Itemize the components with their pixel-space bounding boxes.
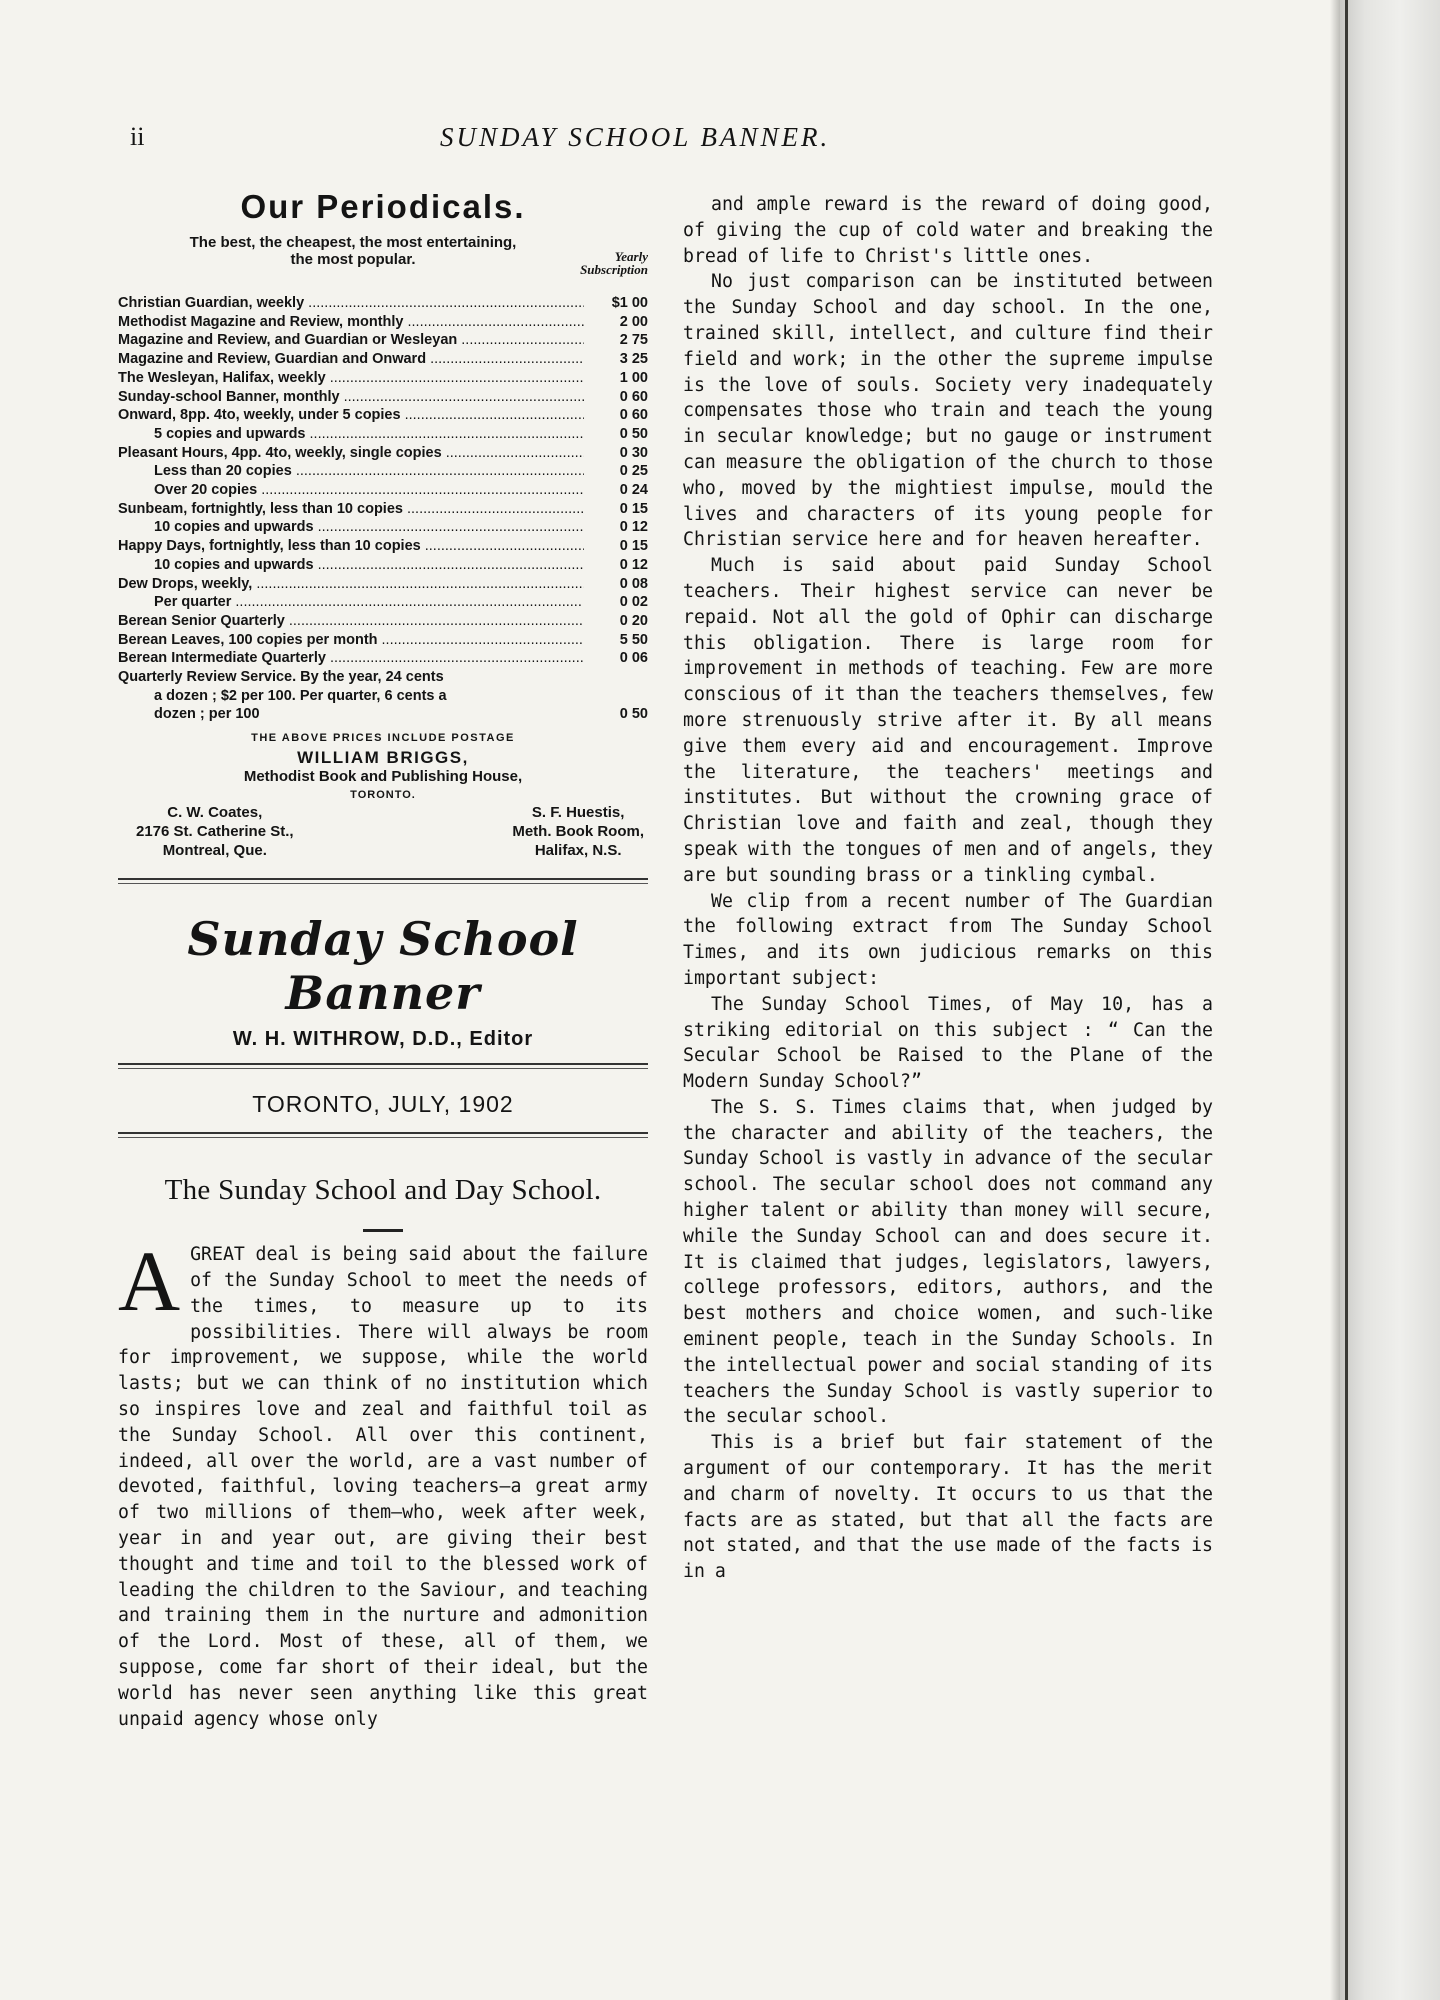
periodical-price: 0 06 xyxy=(619,650,648,667)
periodical-price: 2 00 xyxy=(619,313,648,330)
article-paragraph: Much is said about paid Sunday School teachers. Their highest service can never be repaid. Not all the gold of Ophir can discharge this obligation. There is large room for improvement in methods of teaching. Few are more conscious of it than the teachers themselves, few more strenuously strive after it. By all means give them every aid and encouragement. Improve the literature, the teachers' meetings and institutes. But without the crowning grace of Christian love and faith and zeal, though they speak with the tongues of men and of angels, they are but sounding brass or a tinkling cymbal. xyxy=(683,555,1213,886)
price-row xyxy=(118,369,648,388)
periodical-name: 10 copies and upwards ..... xyxy=(118,556,584,575)
binding-edge xyxy=(1340,0,1440,2000)
periodical-name: Dew Drops, weekly, ..... xyxy=(118,575,584,594)
periodical-name: 5 copies and upwards ..... xyxy=(118,425,584,444)
article-paragraph: We clip from a recent number of The Guardian the following extract from The Sunday School Times, and its own judicious remarks on this important subject: xyxy=(683,890,1213,989)
price-row xyxy=(118,294,648,313)
periodical-price: 0 15 xyxy=(619,538,648,555)
left-column xyxy=(118,188,648,1732)
dateline: TORONTO, JULY, 1902 xyxy=(252,1091,514,1118)
spine-shadow xyxy=(1330,0,1340,2000)
periodical-price: 0 60 xyxy=(619,388,648,405)
periodicals-title: Our Periodicals. xyxy=(240,188,526,225)
branch-halifax-city: Halifax, N.S. xyxy=(534,842,622,860)
periodical-name: Per quarter ..... xyxy=(118,593,584,612)
branch-offices xyxy=(118,803,648,860)
quarterly-review-line2: a dozen ; $2 per 100. Per quarter, 6 cents a xyxy=(154,687,447,704)
periodical-price: 0 15 xyxy=(619,500,648,517)
periodical-name: Pleasant Hours, 4pp. 4to, weekly, single copies ..... xyxy=(118,444,584,463)
branch-halifax xyxy=(512,803,644,860)
quarterly-review-line3: dozen ; per 100 xyxy=(154,706,260,723)
branch-montreal-agent: C. W. Coates, xyxy=(167,804,263,822)
branch-montreal-street: 2176 St. Catherine St., xyxy=(136,823,294,841)
price-row xyxy=(118,649,648,668)
drop-cap: A xyxy=(118,1233,181,1330)
article-title: The Sunday School and Day School. xyxy=(164,1174,602,1207)
price-row xyxy=(118,593,648,612)
publisher-city: TORONTO. xyxy=(350,789,416,802)
periodical-price: 0 60 xyxy=(619,407,648,424)
periodical-name: Sunbeam, fortnightly, less than 10 copies ..... xyxy=(118,500,584,519)
periodical-name: Berean Senior Quarterly ..... xyxy=(118,612,584,631)
periodical-name: 10 copies and upwards ..... xyxy=(118,518,584,537)
page-number: ii xyxy=(130,122,145,151)
periodical-price: 0 25 xyxy=(619,463,648,480)
quarterly-review-entry xyxy=(118,668,648,724)
price-row xyxy=(118,537,648,556)
periodical-name: Berean Intermediate Quarterly ..... xyxy=(118,649,584,668)
running-head: SUNDAY SCHOOL BANNER. xyxy=(440,122,831,152)
branch-montreal xyxy=(136,803,294,860)
branch-halifax-room: Meth. Book Room, xyxy=(512,823,644,841)
periodical-price: 0 30 xyxy=(619,444,648,461)
price-row xyxy=(118,406,648,425)
price-row xyxy=(118,425,648,444)
article-body-left xyxy=(118,1233,648,1732)
price-row xyxy=(118,575,648,594)
masthead-title: Sunday School Banner xyxy=(187,912,579,1021)
periodical-name: Happy Days, fortnightly, less than 10 copies ..... xyxy=(118,537,584,556)
price-row xyxy=(118,612,648,631)
periodical-name: Sunday-school Banner, monthly ..... xyxy=(118,388,584,407)
periodicals-subtitle-line2: the most popular. xyxy=(290,251,416,268)
dateline-divider xyxy=(118,1132,648,1138)
article-paragraph: This is a brief but fair statement of the argument of our contemporary. It has the merit and charm of novelty. It occurs to us that the facts are as stated, but that all the facts are not stated, and that the use made of the facts is in a xyxy=(683,1432,1213,1583)
periodical-name: Less than 20 copies ..... xyxy=(118,462,584,481)
price-list xyxy=(118,294,648,668)
price-row xyxy=(118,500,648,519)
title-rule xyxy=(363,1229,403,1232)
subscription-label: Subscription xyxy=(580,262,648,277)
publisher-house: Methodist Book and Publishing House, xyxy=(243,768,523,786)
publisher-name: WILLIAM BRIGGS, xyxy=(297,748,469,768)
periodicals-subtitle xyxy=(118,234,588,268)
section-divider xyxy=(118,878,648,884)
periodical-price: 0 50 xyxy=(619,425,648,442)
article-paragraph: The Sunday School Times, of May 10, has a striking editorial on this subject : “ Can the Secular School be Raised to the Plane of the Modern Sunday School?” xyxy=(683,993,1213,1093)
price-row xyxy=(118,631,648,650)
price-row xyxy=(118,350,648,369)
page-header xyxy=(130,122,1210,162)
periodicals-subtitle-line1: The best, the cheapest, the most entertaining, xyxy=(189,234,517,251)
quarterly-review-line1: Quarterly Review Service. By the year, 24 cents xyxy=(118,669,444,686)
periodical-name: The Wesleyan, Halifax, weekly ..... xyxy=(118,369,584,388)
periodical-price: 0 12 xyxy=(619,519,648,536)
article-paragraph: and ample reward is the reward of doing good, of giving the cup of cold water and breaking the bread of life to Christ's little ones. xyxy=(683,194,1213,267)
periodical-name: Christian Guardian, weekly ..... xyxy=(118,294,584,313)
periodical-name: Methodist Magazine and Review, monthly ..... xyxy=(118,313,584,332)
binding-thread xyxy=(1345,0,1348,2000)
price-row xyxy=(118,388,648,407)
right-column xyxy=(683,192,1213,1585)
periodical-price: 3 25 xyxy=(619,351,648,368)
periodical-name: Over 20 copies ..... xyxy=(118,481,584,500)
periodical-name: Berean Leaves, 100 copies per month ..... xyxy=(118,631,584,650)
periodical-price: $1 00 xyxy=(611,295,648,311)
price-row xyxy=(118,462,648,481)
periodical-price: 1 00 xyxy=(619,369,648,386)
masthead-editor: W. H. WITHROW, D.D., Editor xyxy=(232,1028,534,1051)
article-body-right xyxy=(683,192,1213,1585)
periodical-name: Magazine and Review, Guardian and Onward ..... xyxy=(118,350,584,369)
price-row xyxy=(118,556,648,575)
masthead-divider xyxy=(118,1063,648,1069)
periodical-name: Onward, 8pp. 4to, weekly, under 5 copies ..... xyxy=(118,406,584,425)
price-row xyxy=(118,518,648,537)
periodical-name: Magazine and Review, and Guardian or Wesleyan ..... xyxy=(118,331,584,350)
article-paragraph: No just comparison can be instituted between the Sunday School and day school. In the one, trained skill, intellect, and culture find their field and work; in the other the supreme impulse is the love of souls. Society very inadequately compensates those who train and teach the young in secular knowledge; but no gauge or instrument can measure the obligation of the church to those who, moved by the mightiest impulse, mould the lives and characters of its young people for Christian service here and for heaven hereafter. xyxy=(683,271,1213,551)
yearly-subscription-label xyxy=(580,250,648,276)
periodical-price: 0 02 xyxy=(619,594,648,611)
periodicals-box xyxy=(118,188,648,860)
price-row xyxy=(118,444,648,463)
article-paragraph: The S. S. Times claims that, when judged by the character and ability of the teachers, the Sunday School is vastly in advance of the secular school. The secular school does not command any higher talent or ability than money will secure, while the Sunday School can and does secure it. It is claimed that judges, legislators, lawyers, college professors, editors, authors, and the best mothers and choice women, and such-like eminent people, teach in the Sunday Schools. In the intellectual power and social standing of its teachers the Sunday School is vastly superior to the secular school. xyxy=(683,1096,1213,1428)
article-paragraph: GREAT deal is being said about the failure of the Sunday School to meet the needs of the times, to measure up to its possibilities. There will always be room for improvement, we suppose, while the world lasts; but we can think of no institution which so inspires love and zeal and faithful toil as the Sunday School. All over this continent, indeed, all over the world, are a vast number of devoted, faithful, loving teachers—a great army of two millions of them—who, week after week, year in and year out, are giving their best thought and time and toil to the blessed work of leading the children to the Saviour, and teaching and training them in the nurture and admonition of the Lord. Most of these, all of them, we suppose, come far short of their ideal, but the world has never seen anything like this great unpaid agency whose only xyxy=(118,1244,648,1730)
publisher-block xyxy=(118,748,648,805)
periodical-price: 0 12 xyxy=(619,556,648,573)
periodical-price: 0 08 xyxy=(619,575,648,592)
periodical-price: 0 20 xyxy=(619,612,648,629)
price-row xyxy=(118,481,648,500)
price-row xyxy=(118,331,648,350)
price-row xyxy=(118,313,648,332)
periodical-price: 5 50 xyxy=(619,631,648,648)
branch-halifax-agent: S. F. Huestis, xyxy=(531,804,625,822)
yearly-label: Yearly xyxy=(614,249,648,264)
quarterly-review-price: 0 50 xyxy=(619,706,648,723)
periodical-price: 0 24 xyxy=(619,482,648,499)
postage-note: THE ABOVE PRICES INCLUDE POSTAGE xyxy=(251,732,515,745)
periodical-price: 2 75 xyxy=(619,332,648,349)
branch-montreal-city: Montreal, Que. xyxy=(162,842,267,860)
